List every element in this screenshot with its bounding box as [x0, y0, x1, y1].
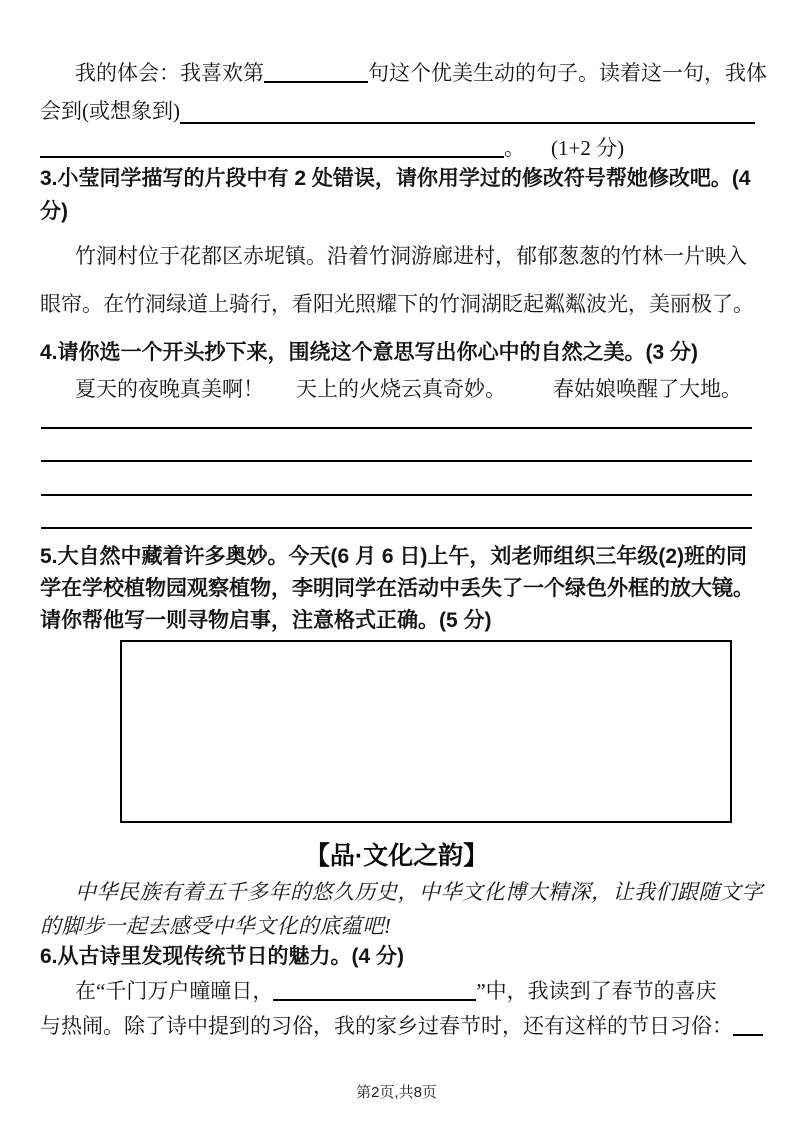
q5-line2: 学在学校植物园观察植物，李明同学在活动中丢失了一个绿色外框的放大镜。: [40, 577, 754, 600]
section-title: 【品·文化之韵】: [304, 842, 489, 870]
q2-line1-suffix: 句这个优美生动的句子。读着这一句，我体: [368, 61, 767, 85]
q6-line1: [40, 978, 755, 1004]
poem-line-blank: [273, 983, 476, 1001]
custom-answer-blank: [733, 1018, 763, 1036]
q2-line1-prefix: 我的体会：我喜欢第: [75, 61, 264, 85]
q3-passage-line2: 眼帘。在竹洞绿道上骑行，看阳光照耀下的竹洞湖眨起粼粼波光，美丽极了。: [40, 292, 754, 316]
answer-line: [41, 494, 752, 496]
q6-line1-prefix: 在“千门万户曈曈日，: [75, 979, 274, 1003]
q2-reflection-line1: [40, 60, 767, 86]
section-intro-line1: 中华民族有着五千多年的悠久历史，中华文化博大精深，让我们跟随文字: [75, 880, 763, 904]
q3-header-line1: 3.小莹同学描写的片段中有 2 处错误，请你用学过的修改符号帮她修改吧。(4: [40, 167, 751, 190]
page-footer: 第2页,共8页: [356, 1084, 437, 1101]
q2-reflection-line2: [40, 98, 755, 124]
q2-line3-period: 。: [504, 136, 525, 160]
q5-line3: 请你帮他写一则寻物启事，注意格式正确。(5 分): [40, 609, 492, 632]
q4-option-3: 春姑娘唤醒了大地。: [553, 377, 742, 401]
q2-score: (1+2 分): [551, 136, 625, 160]
answer-blank: [40, 140, 504, 158]
q6-line2-text: 与热闹。除了诗中提到的习俗，我的家乡过春节时，还有这样的节日习俗：: [40, 1014, 733, 1038]
answer-line: [41, 427, 752, 429]
q4-option-1: 夏天的夜晚真美啊！: [75, 377, 264, 401]
q2-line2-prefix: 会到(或想象到): [40, 99, 180, 123]
answer-blank: [180, 102, 755, 124]
q4-header: 4.请你选一个开头抄下来，围绕这个意思写出你心中的自然之美。(3 分): [40, 341, 699, 364]
q5-line1: 5.大自然中藏着许多奥妙。今天(6 月 6 日)上午，刘老师组织三年级(2)班的同: [40, 545, 748, 568]
answer-line: [41, 460, 752, 462]
answer-line: [41, 527, 752, 529]
sentence-number-blank: [264, 65, 368, 83]
q4-option-2: 天上的火烧云真奇妙。: [296, 377, 506, 401]
section-intro-line2: 的脚步一起去感受中华文化的底蕴吧!: [40, 914, 392, 938]
q6-line1-suffix: ”中，我读到了春节的喜庆: [476, 979, 717, 1003]
q3-header-line2: 分): [40, 200, 68, 223]
notice-answer-box: [120, 640, 732, 823]
q3-passage-line1: 竹洞村位于花都区赤坭镇。沿着竹洞游廊进村，郁郁葱葱的竹林一片映入: [75, 244, 747, 268]
q6-line2: [40, 1013, 755, 1039]
q2-reflection-line3: [40, 135, 755, 161]
q6-header: 6.从古诗里发现传统节日的魅力。(4 分): [40, 945, 405, 968]
